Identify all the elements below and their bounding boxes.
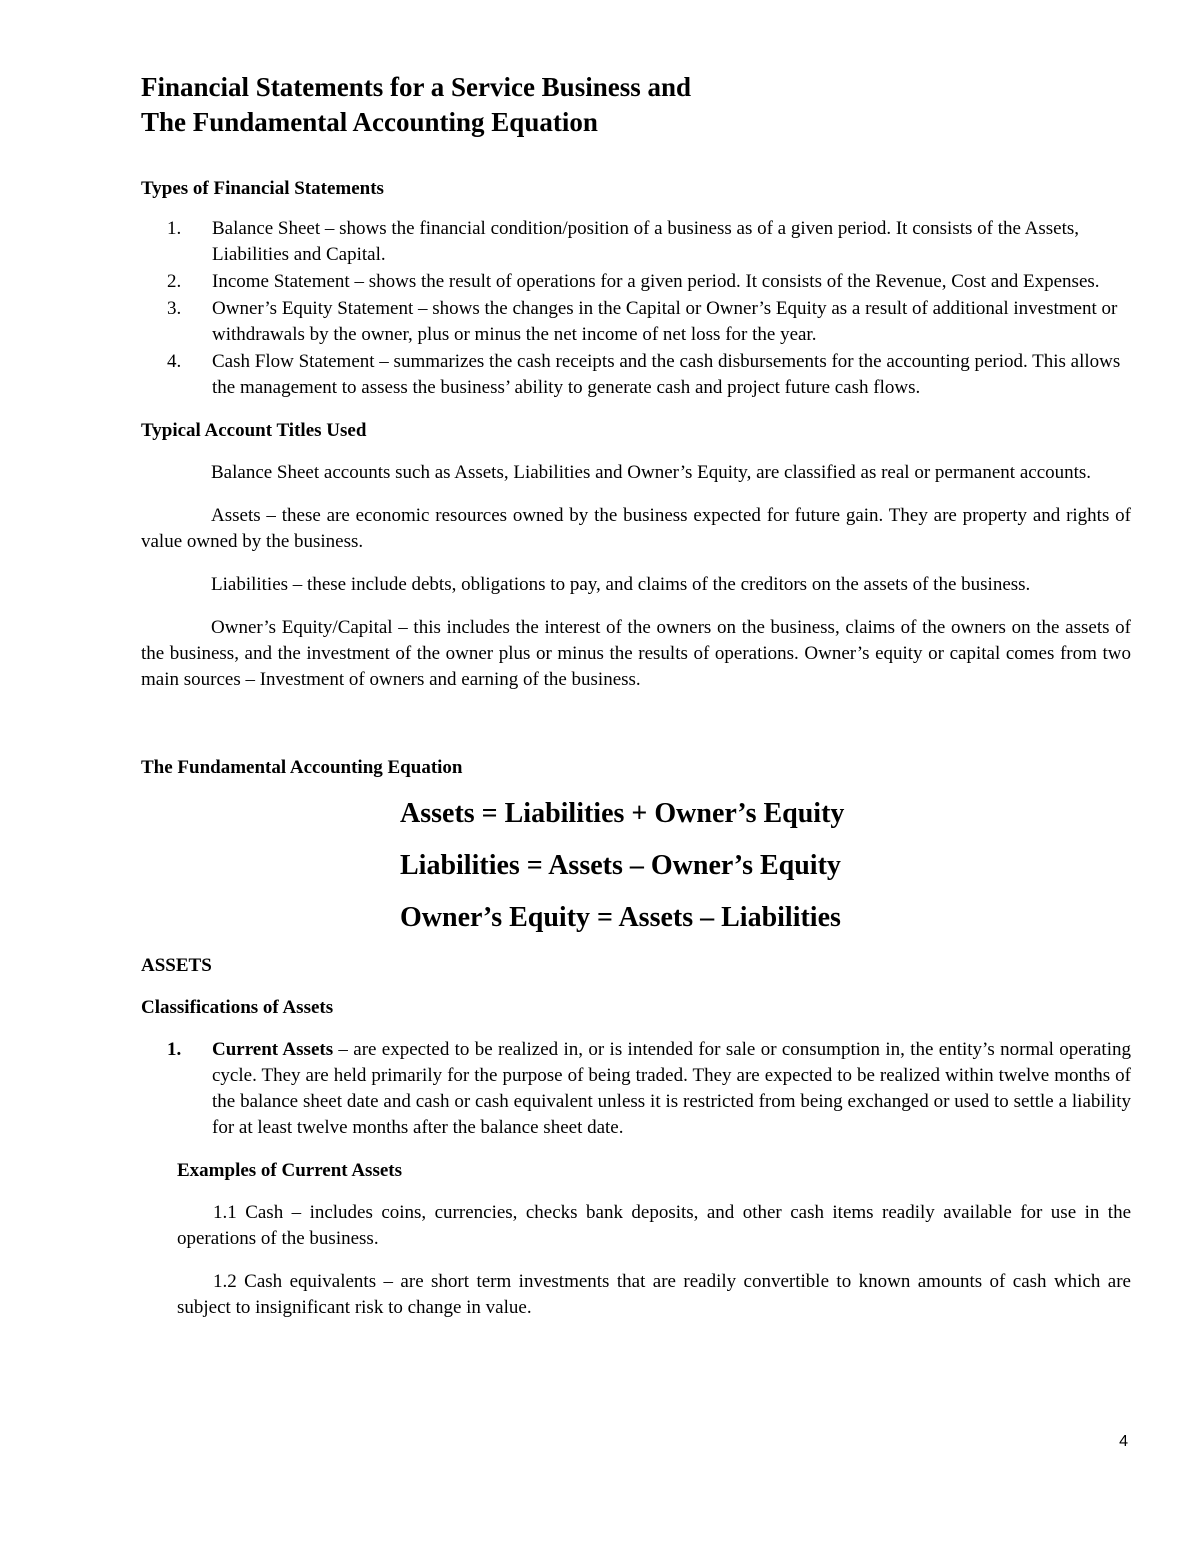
paragraph-liabilities-definition: Liabilities – these include debts, obligations to pay, and claims of the creditors on the assets of the business. [211, 574, 1031, 595]
types-heading: Types of Financial Statements [141, 178, 384, 199]
list-item [141, 1037, 1131, 1141]
example-cash-equivalents: 1.2 Cash equivalents – are short term investments that are readily convertible to known amounts of cash which are subject to insignificant risk to change in value. [177, 1271, 1131, 1318]
list-item-text: Owner’s Equity Statement – shows the changes in the Capital or Owner’s Equity as a result of additional investment or withdrawals by the owner, plus or minus the net income of net loss for the year. [212, 298, 1118, 345]
equation-assets: Assets = Liabilities + Owner’s Equity [400, 798, 845, 829]
paragraph-real-accounts: Balance Sheet accounts such as Assets, Liabilities and Owner’s Equity, are classified as real or permanent accounts. [211, 462, 1092, 483]
document-title [141, 70, 1131, 140]
list-item [141, 269, 1131, 295]
examples-block [141, 1200, 1131, 1321]
examples-heading: Examples of Current Assets [177, 1160, 403, 1181]
list-item-number: 1. [167, 1039, 182, 1060]
equation-liabilities: Liabilities = Assets – Owner’s Equity [400, 850, 841, 881]
list-item-number: 4. [167, 351, 182, 372]
types-list [141, 216, 1131, 401]
page-number: 4 [1119, 1433, 1128, 1450]
classifications-heading: Classifications of Assets [141, 997, 334, 1018]
equation-heading: The Fundamental Accounting Equation [141, 757, 463, 778]
list-item [141, 349, 1131, 401]
list-item [141, 296, 1131, 348]
list-item-number: 3. [167, 298, 182, 319]
paragraph-assets-definition: Assets – these are economic resources owned by the business expected for future gain. They are property and rights of value owned by the business. [141, 505, 1131, 552]
assets-heading: ASSETS [141, 955, 212, 976]
list-item-number: 1. [167, 218, 182, 239]
title-line-2: The Fundamental Accounting Equation [141, 107, 598, 137]
paragraph-equity-definition: Owner’s Equity/Capital – this includes the interest of the owners on the business, claims of the owners on the assets of the business, and the investment of the owner plus or minus the results of operations. Owner’s equity or capital comes from two main sources – Investment of owners and earning of the business. [141, 617, 1131, 690]
list-item-text: Balance Sheet – shows the financial condition/position of a business as of a given period. It consists of the Assets, Liabilities and Capital. [212, 218, 1079, 265]
equation-owners-equity: Owner’s Equity = Assets – Liabilities [400, 902, 841, 933]
list-item-number: 2. [167, 271, 182, 292]
list-item-text: Cash Flow Statement – summarizes the cash receipts and the cash disbursements for the accounting period. This allows the management to assess the business’ ability to generate cash and project future cash flows. [212, 351, 1121, 398]
list-item-text: Income Statement – shows the result of operations for a given period. It consists of the Revenue, Cost and Expenses. [212, 271, 1100, 292]
classifications-list [141, 1037, 1131, 1141]
document-page [141, 70, 1131, 1321]
example-cash: 1.1 Cash – includes coins, currencies, checks bank deposits, and other cash items readily available for use in the operations of the business. [177, 1202, 1131, 1249]
current-assets-definition: – are expected to be realized in, or is intended for sale or consumption in, the entity’s normal operating cycle. They are held primarily for the purpose of being traded. They are expected to be realized within twelve months of the balance sheet date and cash or cash equivalent unless it is restricted from being exchanged or used to settle a liability for at least twelve months after the balance sheet date. [212, 1039, 1131, 1138]
list-item [141, 216, 1131, 268]
title-line-1: Financial Statements for a Service Business and [141, 72, 692, 102]
account-titles-heading: Typical Account Titles Used [141, 420, 367, 441]
current-assets-term: Current Assets [212, 1039, 334, 1060]
